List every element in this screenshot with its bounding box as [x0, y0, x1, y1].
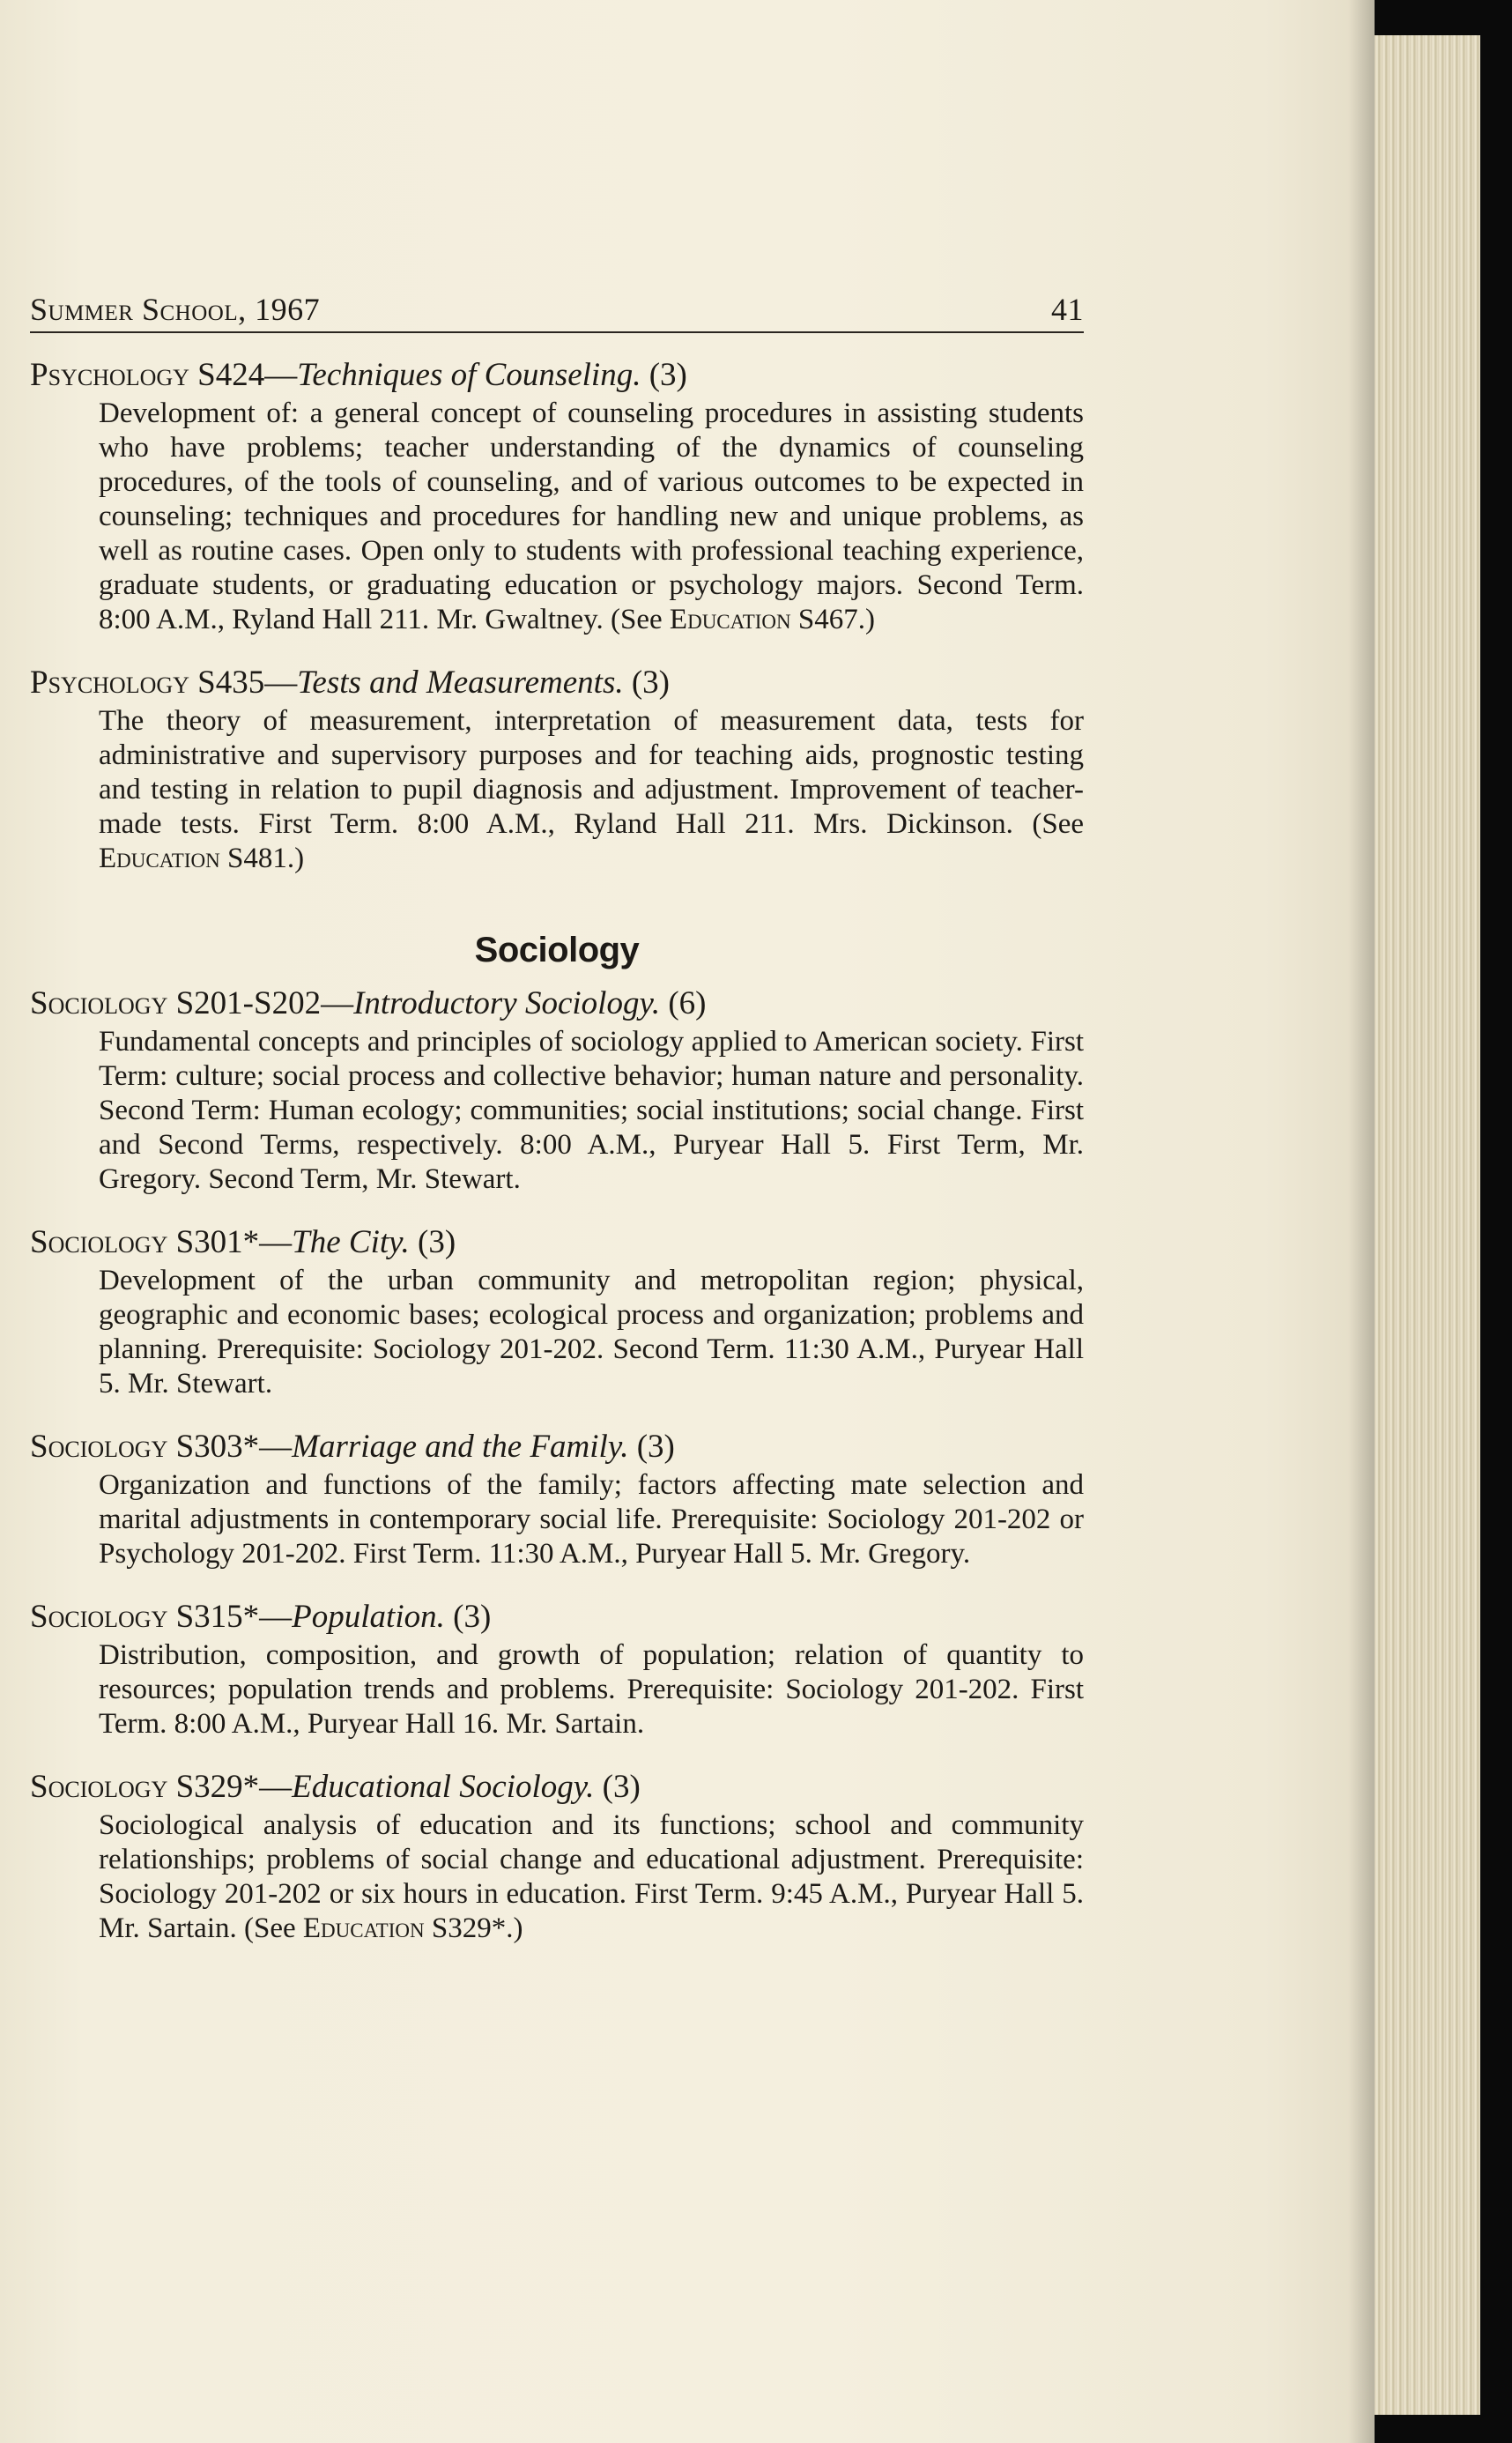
course-credits: (3) — [453, 1599, 492, 1635]
course-heading — [30, 662, 1084, 704]
course-title: Tests and Measurements. — [297, 665, 624, 701]
course-title: Population. — [292, 1599, 445, 1635]
course-credits: (3) — [418, 1224, 456, 1260]
course-department: Psychology — [30, 665, 189, 701]
course-code: S301*— — [175, 1224, 293, 1260]
course-entry — [30, 662, 1084, 876]
course-description-text: Sociological analysis of education and its functions; school and community relationships; problems of social change and educational adjustment. Prerequisite: Sociology 201-202 or six hours in education. First Term. 9:45 A.M., Puryear Hall 5. Mr. Sartain. (See — [99, 1809, 1084, 1944]
course-description — [99, 397, 1084, 637]
course-entry — [30, 983, 1084, 1197]
course-code: S424— — [197, 357, 298, 393]
course-heading — [30, 1426, 1084, 1468]
cross-reference-department: Education — [302, 1912, 425, 1944]
course-department: Sociology — [30, 1769, 168, 1805]
course-credits: (6) — [668, 985, 707, 1021]
course-department: Sociology — [30, 1224, 168, 1260]
course-heading — [30, 354, 1084, 397]
course-heading — [30, 1766, 1084, 1808]
course-entry — [30, 1426, 1084, 1571]
course-entry — [30, 1596, 1084, 1741]
course-code: S201-S202— — [175, 985, 354, 1021]
course-entry — [30, 1222, 1084, 1401]
course-description-text: The theory of measurement, interpretation of measurement data, tests for administrative and supervisory purposes and for teaching aids, prognostic testing and testing in relation to pupil diagnosis and adjustment. Improvement of teacher-made tests. First Term. 8:00 A.M., Ryland Hall 211. Mrs. Dickinson. (See — [99, 705, 1084, 840]
course-description: Organization and functions of the family; factors affecting mate selection and marital adjustments in contemporary social life. Prerequisite: Sociology 201-202 or Psychology 201-202. First Term. 11:30 A.M., Puryear Hall 5. Mr. Gregory. — [99, 1469, 1084, 1570]
course-title: Techniques of Counseling. — [297, 357, 641, 393]
running-head — [30, 291, 1084, 333]
course-credits: (3) — [602, 1769, 641, 1805]
cross-reference-code: S481.) — [219, 843, 305, 874]
course-code: S315*— — [175, 1599, 293, 1635]
course-credits: (3) — [649, 357, 687, 393]
course-code: S435— — [197, 665, 298, 701]
course-department: Sociology — [30, 1429, 168, 1465]
course-title: Educational Sociology. — [292, 1769, 595, 1805]
page-number: 41 — [1051, 292, 1084, 327]
course-description-text: Development of: a general concept of counseling procedures in assisting students who have problems; teacher understanding of the dynamics of counseling procedures, of the tools of counseling, and of various outcomes to be expected in counseling; techniques and procedures for handling new and unique problems, as well as routine cases. Open only to students with professional teaching experience, graduate students, or graduating education or psychology majors. Second Term. 8:00 A.M., Ryland Hall 211. Mr. Gwaltney. (See — [99, 397, 1084, 635]
course-heading — [30, 1596, 1084, 1638]
course-title: The City. — [292, 1224, 410, 1260]
running-head-title: Summer School, 1967 — [30, 292, 321, 327]
course-description: Development of the urban community and metropolitan region; physical, geographic and economic bases; ecological process and organization; problems and planning. Prerequisite: Sociology 201-202. Second Term. 11:30 A.M., Puryear Hall 5. Mr. Stewart. — [99, 1265, 1084, 1400]
course-title: Marriage and the Family. — [292, 1429, 629, 1465]
course-code: S303*— — [175, 1429, 293, 1465]
course-department: Psychology — [30, 357, 189, 393]
section-heading: Sociology — [474, 931, 640, 969]
page-content — [30, 291, 1084, 1946]
page-edge-shadow — [1348, 0, 1375, 2443]
course-entry — [30, 1766, 1084, 1946]
course-heading — [30, 983, 1084, 1025]
cross-reference-department: Education — [99, 843, 220, 874]
course-credits: (3) — [631, 665, 670, 701]
course-description — [99, 1808, 1084, 1946]
course-code: S329*— — [175, 1769, 293, 1805]
course-department: Sociology — [30, 1599, 168, 1635]
course-description — [99, 704, 1084, 876]
book-page-edges — [1375, 35, 1480, 2415]
course-entry — [30, 354, 1084, 637]
cross-reference-code: S329*.) — [424, 1912, 523, 1944]
cross-reference-code: S467.) — [790, 604, 875, 635]
course-department: Sociology — [30, 985, 168, 1021]
cross-reference-department: Education — [669, 604, 791, 635]
course-credits: (3) — [636, 1429, 675, 1465]
course-description: Fundamental concepts and principles of sociology applied to American society. First Term: culture; social process and collective behavior; human nature and personality. Second Term: Human ecology; communities; social institutions; social change. First and Second Terms, respectively. 8:00 A.M., Puryear Hall 5. First Term, Mr. Gregory. Second Term, Mr. Stewart. — [99, 1026, 1084, 1195]
course-title: Introductory Sociology. — [353, 985, 661, 1021]
course-heading — [30, 1222, 1084, 1264]
course-description: Distribution, composition, and growth of population; relation of quantity to resources; population trends and problems. Prerequisite: Sociology 201-202. First Term. 8:00 A.M., Puryear Hall 16. Mr. Sartain. — [99, 1639, 1084, 1740]
